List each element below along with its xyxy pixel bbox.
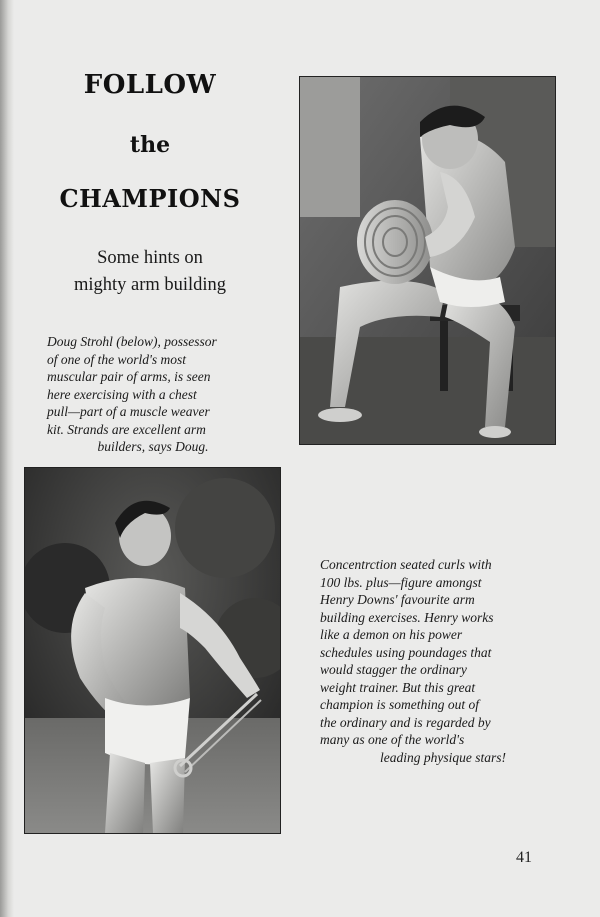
caption-line: the ordinary and is regarded by xyxy=(320,714,491,730)
caption-line: pull—part of a muscle weaver xyxy=(47,404,210,419)
caption-line: champion is something out of xyxy=(320,697,479,712)
title-line-follow: FOLLOW xyxy=(83,70,217,100)
caption-line: 100 lbs. plus—figure amongst xyxy=(320,574,482,590)
caption-line: muscular pair of arms, is seen xyxy=(47,369,211,384)
title-line-the: the xyxy=(129,132,171,158)
caption-line: of one of the world's most xyxy=(47,351,187,367)
caption-line: would stagger the ordinary xyxy=(320,662,467,677)
subheading-line: Some hints on xyxy=(97,248,203,268)
caption-line: schedules using poundages that xyxy=(320,644,492,660)
photo-doug-strohl-chest-pull xyxy=(24,467,281,834)
caption-line: kit. Strands are excellent arm xyxy=(47,421,206,437)
photo-henry-downs-curl xyxy=(299,76,556,445)
photo-henry-downs-curl-image xyxy=(300,77,555,444)
caption-doug-strohl xyxy=(47,333,259,456)
subheading-line: mighty arm building xyxy=(73,275,227,295)
title-line-champions: CHAMPIONS xyxy=(59,184,241,213)
page-number: 41 xyxy=(516,849,532,866)
page-gutter-shadow xyxy=(0,0,14,917)
caption-line: builders, says Doug. xyxy=(97,439,209,454)
caption-line: building exercises. Henry works xyxy=(320,609,494,625)
caption-line: Concentrction seated curls with xyxy=(320,557,492,572)
caption-line: weight trainer. But this great xyxy=(320,679,476,695)
caption-line: Henry Downs' favourite arm xyxy=(320,592,475,607)
photo-doug-strohl-chest-pull-image xyxy=(25,468,280,833)
caption-henry-downs xyxy=(320,556,566,766)
caption-line: here exercising with a chest xyxy=(47,386,197,402)
caption-line: like a demon on his power xyxy=(320,627,463,642)
caption-line: many as one of the world's xyxy=(320,732,465,747)
subheading xyxy=(40,245,260,299)
caption-line: Doug Strohl (below), possessor xyxy=(47,334,217,349)
caption-line: leading physique stars! xyxy=(380,749,506,765)
